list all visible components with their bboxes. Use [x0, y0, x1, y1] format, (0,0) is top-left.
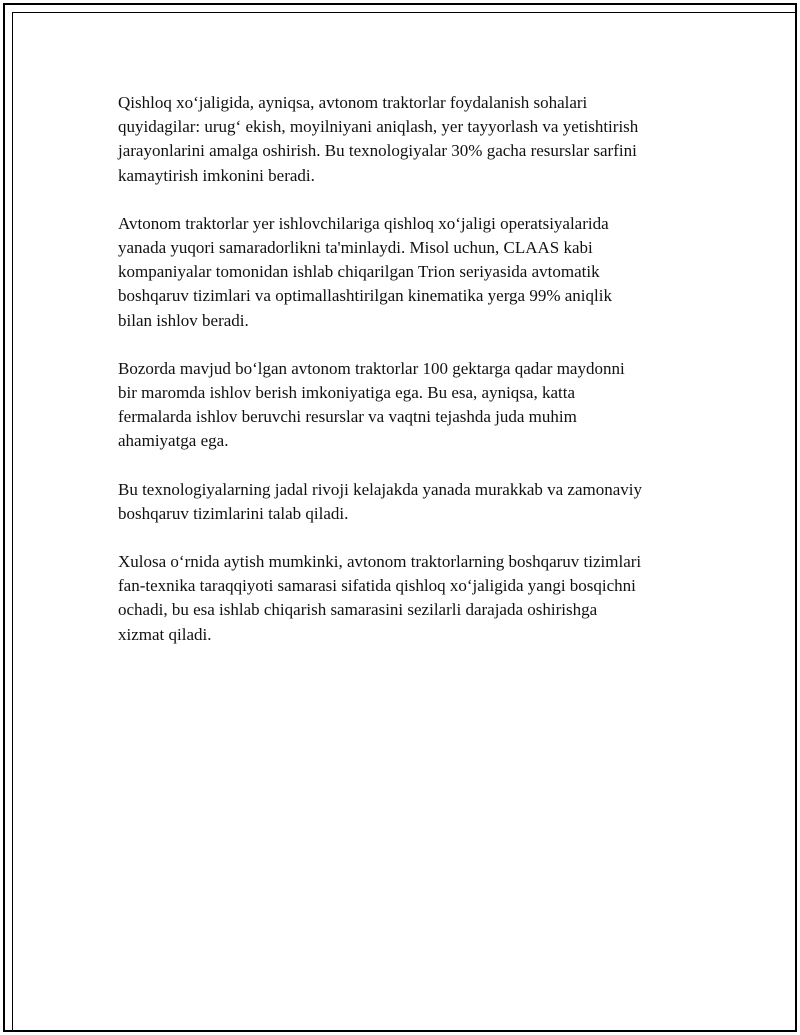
paragraph-1: Qishloq xo‘jaligida, ayniqsa, avtonom traktorlar foydalanish sohalari quyidagilar: urug‘ ekish, moyilniyani aniqlash, yer tayyorlash va yetishtirish jarayonlarini amalga oshirish. Bu texnologiyalar 30% gacha resurslar sarfini kamaytirish imkonini beradi.	[118, 93, 639, 185]
paragraph-5: Xulosa o‘rnida aytish mumkinki, avtonom traktorlarning boshqaruv tizimlari fan-texnika taraqqiyoti samarasi sifatida qishloq xo‘jaligida yangi bosqichni ochadi, bu esa ishlab chiqarish samarasini sezilarli darajada oshirishga xizmat qiladi.	[118, 552, 642, 644]
paragraph-2: Avtonom traktorlar yer ishlovchilariga qishloq xo‘jaligi operatsiyalarida yanada yuqori samaradorlikni ta'minlaydi. Misol uchun, CLAAS kabi kompaniyalar tomonidan ishlab chiqarilgan Trion seriyasida avtomatik boshqaruv tizimlari va optimallashtirilgan kinematika yerga 99% aniqlik bilan ishlov beradi.	[118, 213, 612, 330]
paragraph-4: Bu texnologiyalarning jadal rivoji kelajakda yanada murakkab va zamonaviy boshqaruv tizimlarini talab qiladi.	[118, 479, 642, 523]
paragraph-3: Bozorda mavjud bo‘lgan avtonom traktorlar 100 gektarga qadar maydonni bir maromda ishlov berish imkoniyatiga ega. Bu esa, ayniqsa, katta fermalarda ishlov beruvchi resurslar va vaqtni tejashda juda muhim ahamiyatga ega.	[118, 358, 625, 451]
document-body	[118, 91, 698, 671]
